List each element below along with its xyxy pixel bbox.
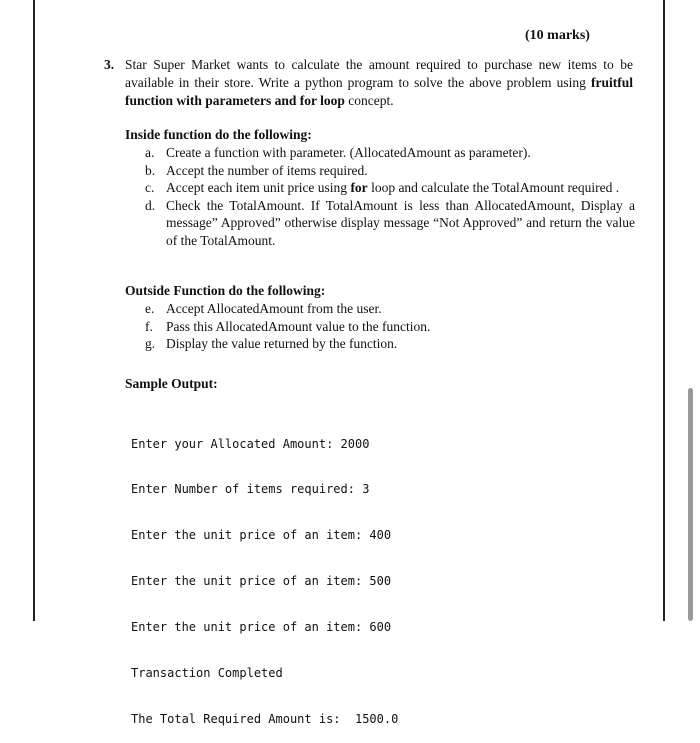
page-right-border [663, 0, 665, 621]
code-line: The Total Required Amount is: 1500.0 [131, 711, 399, 726]
question-text-bold: fruitful function with parameters and for loop [125, 75, 633, 108]
list-item: g. Display the value returned by the function. [145, 336, 398, 351]
code-line: Enter the unit price of an item: 600 [131, 620, 392, 635]
list-item: a. Create a function with parameter. (AllocatedAmount as parameter). [145, 145, 531, 160]
inside-function-list [145, 144, 635, 249]
sample-output-code [131, 406, 398, 743]
code-line: Enter the unit price of an item: 500 [131, 574, 392, 589]
outside-function-list [145, 300, 635, 353]
vertical-scrollbar[interactable] [688, 388, 693, 621]
page-left-border [33, 0, 35, 621]
question-number: 3. [104, 57, 115, 72]
question-text: Star Super Market wants to calculate the amount required to purchase new items to be available in their store. Write a python program to solve the above problem using fruitful function with parameters and for loop concept. [125, 57, 633, 108]
inside-function-heading: Inside function do the following: [125, 127, 312, 142]
list-item: e. Accept AllocatedAmount from the user. [145, 301, 382, 316]
sample-output-heading: Sample Output: [125, 376, 218, 391]
list-item: f. Pass this AllocatedAmount value to the function. [145, 318, 431, 334]
code-line: Transaction Completed [131, 666, 283, 681]
code-line: Enter Number of items required: 3 [131, 482, 370, 497]
list-item: b. Accept the number of items required. [145, 162, 368, 178]
outside-function-heading: Outside Function do the following: [125, 283, 326, 298]
list-item: d. Check the TotalAmount. If TotalAmount is less than AllocatedAmount, Display a message” Approved” otherwise display message “Not Approved” and return the value of the TotalAmount. [145, 197, 635, 248]
marks-label: (10 marks) [525, 28, 590, 43]
code-line: Enter the unit price of an item: 400 [131, 528, 392, 543]
list-item: c. Accept each item unit price using for loop and calculate the TotalAmount required . [145, 180, 620, 195]
code-line: Enter your Allocated Amount: 2000 [131, 436, 370, 451]
